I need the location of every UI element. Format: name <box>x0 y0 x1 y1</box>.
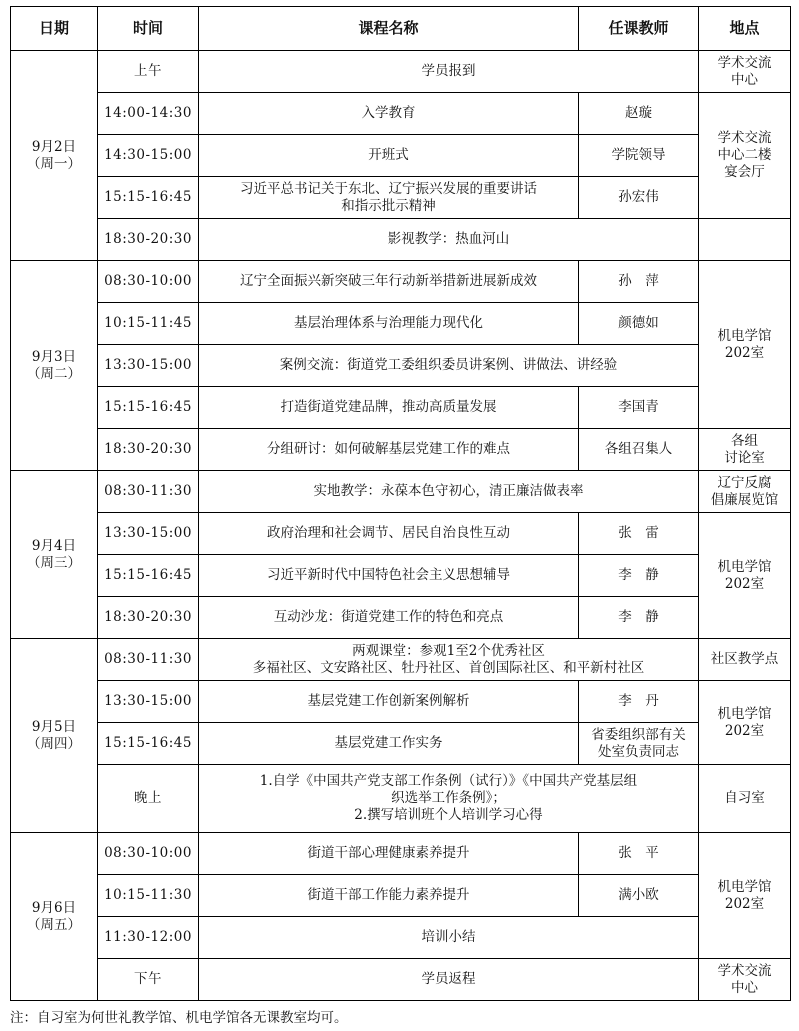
teacher-cell <box>579 681 699 723</box>
schedule-row <box>11 875 791 917</box>
text-line: 202室 <box>724 722 765 739</box>
text-line: 处室负责同志 <box>598 743 679 760</box>
location-cell <box>699 219 791 261</box>
time-cell: 15:15-16:45 <box>98 387 199 429</box>
text-line: 李国青 <box>618 399 659 415</box>
course-cell <box>199 513 579 555</box>
text-line: 中心 <box>731 979 758 996</box>
course-cell <box>199 765 699 833</box>
time-cell: 上午 <box>98 51 199 93</box>
text-line: 基层治理体系与治理能力现代化 <box>294 315 483 331</box>
teacher-cell <box>579 429 699 471</box>
day-cell <box>11 261 98 471</box>
location-cell <box>699 93 791 219</box>
schedule-body <box>11 51 791 1001</box>
course-cell <box>199 555 579 597</box>
text-line: 张 雷 <box>618 525 659 541</box>
schedule-row <box>11 959 791 1001</box>
time-cell: 18:30-20:30 <box>98 429 199 471</box>
course-cell <box>199 93 579 135</box>
location-cell <box>699 471 791 513</box>
text-line: 中心二楼 <box>717 147 772 163</box>
text-line: 街道干部心理健康素养提升 <box>307 845 470 861</box>
header-time: 时间 <box>98 7 199 51</box>
text-line: 分组研讨：如何破解基层党建工作的难点 <box>267 441 510 457</box>
schedule-row <box>11 639 791 681</box>
text-line: 打造街道党建品牌，推动高质量发展 <box>280 399 497 415</box>
teacher-cell <box>579 555 699 597</box>
location-cell <box>699 51 791 93</box>
day-cell <box>11 639 98 833</box>
time-cell: 15:15-16:45 <box>98 555 199 597</box>
text-line: 宴会厅 <box>724 164 765 180</box>
footnote: 注：自习室为何世礼教学馆、机电学馆各无课教室均可。 <box>10 1010 348 1026</box>
course-cell <box>199 681 579 723</box>
text-line: 两观课堂：参观1至2个优秀社区 <box>352 642 545 659</box>
schedule-row <box>11 93 791 135</box>
time-cell: 08:30-11:30 <box>98 471 199 513</box>
day-date: 9月4日 <box>31 537 77 554</box>
day-cell <box>11 833 98 1001</box>
course-cell <box>199 303 579 345</box>
day-date: 9月6日 <box>31 899 77 916</box>
schedule-row <box>11 51 791 93</box>
text-line: 各组召集人 <box>604 441 673 457</box>
text-line: 辽宁反腐 <box>717 474 772 491</box>
course-cell <box>199 723 579 765</box>
time-cell: 13:30-15:00 <box>98 513 199 555</box>
text-line: 孙宏伟 <box>618 189 659 205</box>
schedule-row <box>11 555 791 597</box>
day-date: 9月2日 <box>31 138 77 155</box>
text-line: 讨论室 <box>724 449 765 466</box>
time-cell: 15:15-16:45 <box>98 177 199 219</box>
schedule-row <box>11 135 791 177</box>
text-line: 机电学馆 <box>717 878 772 895</box>
schedule-row <box>11 597 791 639</box>
text-line: 学术交流 <box>717 54 772 71</box>
day-cell <box>11 51 98 261</box>
time-cell: 08:30-11:30 <box>98 639 199 681</box>
course-cell <box>199 471 699 513</box>
text-line: 织选举工作条例》； <box>391 790 506 806</box>
text-line: 案例交流：街道党工委组织委员讲案例、讲做法、讲经验 <box>279 357 618 373</box>
course-cell <box>199 597 579 639</box>
schedule-row <box>11 303 791 345</box>
text-line: 机电学馆 <box>717 705 772 722</box>
location-cell <box>699 429 791 471</box>
schedule-row <box>11 681 791 723</box>
course-cell <box>199 177 579 219</box>
text-line: 中心 <box>731 71 758 88</box>
text-line: 李 丹 <box>618 693 659 709</box>
text-line: 机电学馆 <box>717 327 772 344</box>
text-line: 习近平总书记关于东北、辽宁振兴发展的重要讲话 <box>240 180 537 197</box>
time-cell: 10:15-11:45 <box>98 303 199 345</box>
day-weekday: （周四） <box>27 735 81 752</box>
time-cell: 晚上 <box>98 765 199 833</box>
text-line: 学术交流 <box>717 130 772 146</box>
schedule-row <box>11 765 791 833</box>
text-line: 学员报到 <box>421 63 476 79</box>
text-line: 实地教学：永葆本色守初心，清正廉洁做表率 <box>313 483 584 499</box>
course-cell <box>199 219 699 261</box>
schedule-row <box>11 917 791 959</box>
schedule-row <box>11 833 791 875</box>
time-cell: 08:30-10:00 <box>98 833 199 875</box>
text-line: 街道干部工作能力素养提升 <box>307 887 470 903</box>
text-line: 多福社区、文安路社区、牡丹社区、首创国际社区、和平新村社区 <box>252 659 645 676</box>
header-teacher: 任课教师 <box>579 7 699 51</box>
location-cell <box>699 513 791 639</box>
text-line: 社区教学点 <box>710 651 779 667</box>
text-line: 各组 <box>731 432 758 449</box>
course-cell <box>199 917 699 959</box>
text-line: 辽宁全面振兴新突破三年行动新举措新进展新成效 <box>240 273 537 289</box>
schedule-row <box>11 429 791 471</box>
time-cell: 11:30-12:00 <box>98 917 199 959</box>
teacher-cell <box>579 723 699 765</box>
text-line: 倡廉展览馆 <box>710 491 779 508</box>
day-date: 9月3日 <box>31 348 77 365</box>
text-line: 学术交流 <box>717 962 772 979</box>
day-weekday: （周一） <box>27 155 81 172</box>
text-line: 和指示批示精神 <box>341 197 436 214</box>
teacher-cell <box>579 93 699 135</box>
teacher-cell <box>579 833 699 875</box>
teacher-cell <box>579 513 699 555</box>
location-cell <box>699 639 791 681</box>
location-cell <box>699 959 791 1001</box>
text-line: 孙 萍 <box>618 273 659 289</box>
text-line: 影视教学：热血河山 <box>387 231 510 247</box>
text-line: 202室 <box>724 344 765 361</box>
schedule-row <box>11 261 791 303</box>
course-cell <box>199 51 699 93</box>
teacher-cell <box>579 261 699 303</box>
text-line: 李 静 <box>618 609 659 625</box>
course-cell <box>199 135 579 177</box>
text-line: 学员返程 <box>421 971 476 987</box>
text-line: 颜德如 <box>618 315 659 331</box>
course-cell <box>199 875 579 917</box>
text-line: 政府治理和社会调节、居民自治良性互动 <box>267 525 510 541</box>
day-date: 9月5日 <box>31 718 77 735</box>
time-cell: 15:15-16:45 <box>98 723 199 765</box>
teacher-cell <box>579 177 699 219</box>
course-cell <box>199 261 579 303</box>
schedule-row <box>11 219 791 261</box>
teacher-cell <box>579 303 699 345</box>
time-cell: 13:30-15:00 <box>98 345 199 387</box>
text-line: 1.自学《中国共产党支部工作条例（试行）》《中国共产党基层组 <box>259 773 638 789</box>
teacher-cell <box>579 387 699 429</box>
location-cell <box>699 833 791 959</box>
text-line: 学院领导 <box>611 147 666 163</box>
header-row <box>11 7 791 51</box>
text-line: 张 平 <box>618 845 659 861</box>
text-line: 2.撰写培训班个人培训学习心得 <box>354 807 543 823</box>
time-cell: 18:30-20:30 <box>98 219 199 261</box>
schedule-row <box>11 513 791 555</box>
location-cell <box>699 681 791 765</box>
time-cell: 13:30-15:00 <box>98 681 199 723</box>
text-line: 202室 <box>724 575 765 592</box>
text-line: 入学教育 <box>361 105 416 121</box>
text-line: 开班式 <box>368 147 409 163</box>
course-cell <box>199 387 579 429</box>
teacher-cell <box>579 135 699 177</box>
header-date: 日期 <box>11 7 98 51</box>
schedule-row <box>11 723 791 765</box>
teacher-cell <box>579 597 699 639</box>
schedule-row <box>11 387 791 429</box>
day-weekday: （周二） <box>27 365 81 382</box>
text-line: 202室 <box>724 895 765 912</box>
text-line: 习近平新时代中国特色社会主义思想辅导 <box>267 567 510 583</box>
schedule-table <box>10 6 791 1001</box>
course-cell <box>199 429 579 471</box>
time-cell: 10:15-11:30 <box>98 875 199 917</box>
text-line: 省委组织部有关 <box>591 726 686 743</box>
location-cell <box>699 261 791 429</box>
text-line: 互动沙龙：街道党建工作的特色和亮点 <box>273 609 504 625</box>
location-cell <box>699 765 791 833</box>
time-cell: 14:30-15:00 <box>98 135 199 177</box>
text-line: 机电学馆 <box>717 558 772 575</box>
time-cell: 14:00-14:30 <box>98 93 199 135</box>
teacher-cell <box>579 875 699 917</box>
course-cell <box>199 345 699 387</box>
schedule-row <box>11 345 791 387</box>
text-line: 基层党建工作实务 <box>334 735 443 751</box>
header-course: 课程名称 <box>199 7 579 51</box>
text-line: 培训小结 <box>421 929 476 945</box>
course-cell <box>199 639 699 681</box>
day-weekday: （周五） <box>27 916 81 933</box>
time-cell: 08:30-10:00 <box>98 261 199 303</box>
text-line: 李 静 <box>618 567 659 583</box>
day-weekday: （周三） <box>27 554 81 571</box>
day-cell <box>11 471 98 639</box>
text-line: 基层党建工作创新案例解析 <box>307 693 470 709</box>
time-cell: 18:30-20:30 <box>98 597 199 639</box>
schedule-row <box>11 177 791 219</box>
course-cell <box>199 833 579 875</box>
header-location: 地点 <box>699 7 791 51</box>
text-line: 满小欧 <box>618 887 659 903</box>
time-cell: 下午 <box>98 959 199 1001</box>
text-line: 赵璇 <box>625 105 652 121</box>
schedule-row <box>11 471 791 513</box>
text-line: 自习室 <box>724 790 765 806</box>
course-cell <box>199 959 699 1001</box>
